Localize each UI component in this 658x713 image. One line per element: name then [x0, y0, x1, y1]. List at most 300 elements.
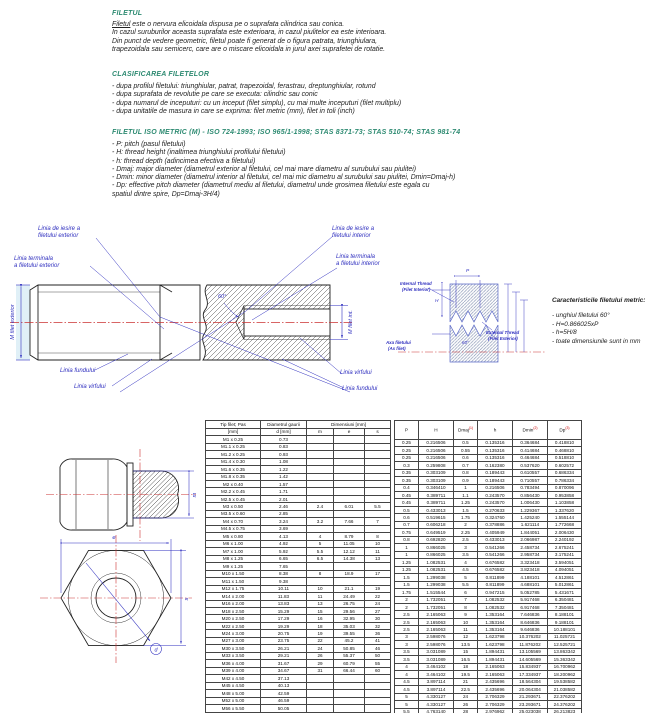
cell: 0.5: [454, 439, 478, 446]
cell: 60.79: [334, 660, 365, 667]
cell: [365, 481, 391, 488]
label-iesire-interior: Linia de iesire a filetului interior: [332, 226, 375, 239]
col-header-tip-unit: [mm]: [206, 428, 261, 436]
cell: 25.023038: [513, 708, 548, 713]
cell: 0.73: [261, 436, 307, 443]
cell: 0.364684: [513, 439, 548, 446]
col-header-d: Diametrul gaurii: [261, 421, 307, 429]
table-row: [206, 585, 391, 592]
cell: [307, 436, 334, 443]
cell: 7: [454, 596, 478, 603]
cell: 15: [454, 648, 478, 655]
cell: [365, 578, 391, 585]
cell: 9.646836: [513, 626, 548, 633]
cell: 0.710557: [513, 477, 548, 484]
table-row: [395, 469, 582, 476]
table-row: [206, 593, 391, 600]
cell: 0.243570: [478, 499, 513, 506]
cell: 24: [307, 645, 334, 652]
cell: 2.85: [261, 510, 307, 517]
cell: 11.83: [261, 593, 307, 600]
cell: 6: [454, 589, 478, 596]
cell: M6 x 1.00: [206, 540, 261, 547]
cell: 15: [307, 607, 334, 614]
table-row: [206, 697, 391, 704]
external-thread-label-1: External Thread: [486, 330, 520, 335]
cell: 1.5: [395, 581, 419, 588]
cell: 1.082531: [419, 566, 454, 573]
cell: 6.350481: [548, 596, 582, 603]
cell: 1.515544: [419, 589, 454, 596]
table-row: [395, 521, 582, 528]
cell: [334, 495, 365, 502]
cell: 3.594051: [548, 559, 582, 566]
section-title-iso-metric: FILETUL ISO METRIC (M) - ISO 724-1993; ISO 965/1-1998; STAS 8371-73; STAS 510-74; STAS 981-74: [112, 129, 461, 136]
cell: 16: [307, 615, 334, 622]
detail-angle-label: 60°: [462, 340, 469, 345]
cell: 11.025721: [548, 633, 582, 640]
cell: 13.5: [454, 641, 478, 648]
front-dim-label-s: s: [184, 597, 190, 601]
cell: 23.293671: [513, 701, 548, 708]
right-table-body: [395, 439, 582, 713]
cell: 9.38: [261, 578, 307, 585]
cell: 1.732051: [419, 596, 454, 603]
table-row: [395, 596, 582, 603]
cell: 0.75: [395, 529, 419, 536]
cell: 21.293671: [513, 693, 548, 700]
table-row: [395, 491, 582, 498]
cell: 45.2: [334, 637, 365, 644]
cell: 0.378886: [478, 521, 513, 528]
table-row: [206, 443, 391, 450]
cell: M45 x 4.50: [206, 682, 261, 689]
table-row: [206, 518, 391, 525]
table-row: [206, 645, 391, 652]
list-item: - h: thread depth (adincimea efectiva a filetului): [112, 157, 256, 165]
table-row: [395, 544, 582, 551]
cell: 29.56: [334, 607, 365, 614]
cell: 16.700962: [548, 663, 582, 670]
cell: M39 x 4.00: [206, 667, 261, 674]
cell: 2.066987: [513, 536, 548, 543]
cell: 1.621114: [513, 521, 548, 528]
cell: 0.389711: [419, 491, 454, 498]
cell: [365, 690, 391, 697]
cell: 13: [307, 600, 334, 607]
cell: 15.29: [261, 607, 307, 614]
cell: 0.162380: [478, 462, 513, 469]
cell: 0.866025: [419, 551, 454, 558]
cell: 0.83: [261, 443, 307, 450]
cell: 19.5: [454, 671, 478, 678]
cell: M18 x 2.50: [206, 607, 261, 614]
cell: 5.5: [454, 581, 478, 588]
cell: 10: [307, 585, 334, 592]
cell: 22: [307, 637, 334, 644]
cell: M56 x 5.50: [206, 705, 261, 712]
cell: 0.811899: [478, 581, 513, 588]
cell: 60: [365, 667, 391, 674]
cell: 9.188101: [548, 618, 582, 625]
cell: 2.165063: [419, 611, 454, 618]
table-row: [395, 454, 582, 461]
cell: 15.363342: [548, 656, 582, 663]
cell: M8 x 1.25: [206, 555, 261, 562]
table-row: [206, 607, 391, 614]
col-header-s: s: [365, 428, 391, 436]
cell: 1.75: [454, 514, 478, 521]
cell: 2.675241: [548, 544, 582, 551]
cell: 5.92: [261, 548, 307, 555]
cell: 0.953858: [548, 491, 582, 498]
cell: 5.052785: [513, 589, 548, 596]
cell: M2.5 x 0.45: [206, 495, 261, 502]
cell: [334, 525, 365, 532]
dim-label-m-filet-int: M filet int.: [348, 310, 354, 334]
iso-metric-list: [112, 141, 455, 199]
cell: M12 x 1.75: [206, 585, 261, 592]
table-row: [395, 536, 582, 543]
cell: [334, 488, 365, 495]
cell: M1 x 0.25: [206, 436, 261, 443]
cell: 0.947215: [478, 589, 513, 596]
cell: [334, 443, 365, 450]
cell: 0.433013: [419, 506, 454, 513]
table-row: [206, 436, 391, 443]
cell: [365, 443, 391, 450]
cell: 5: [395, 693, 419, 700]
table-row: [206, 525, 391, 532]
cell: 4.5: [395, 686, 419, 693]
table-row: [395, 708, 582, 713]
cell: 0.189443: [478, 477, 513, 484]
cell: 4: [395, 671, 419, 678]
cell: [365, 458, 391, 465]
cell: 14.605569: [513, 656, 548, 663]
cell: [365, 705, 391, 712]
cell: 0.5: [395, 506, 419, 513]
cell: 0.25: [395, 454, 419, 461]
list-item: - dupa unitatile de masura in care se exprima: filet metric (mm), filet in toli (inch): [112, 107, 355, 115]
cell: 2.458734: [513, 544, 548, 551]
cell: 3.5: [454, 551, 478, 558]
cell: 20.064304: [513, 686, 548, 693]
cell: 0.537620: [513, 462, 548, 469]
paragraph-line: trapezoidala sau semicerc, care are o miscare elicoidala in jurul axei suprafetei de rotatie.: [112, 45, 386, 53]
cell: [334, 690, 365, 697]
cell: 32: [365, 622, 391, 629]
table-row: [206, 533, 391, 540]
col-header-h-big: H: [419, 421, 454, 440]
table-row: [395, 559, 582, 566]
cell: M22 x 2.50: [206, 622, 261, 629]
cell: 3: [395, 641, 419, 648]
cell: 0.346410: [419, 484, 454, 491]
cell: [307, 458, 334, 465]
cell: 3.823418: [513, 566, 548, 573]
cell: 22.376202: [548, 693, 582, 700]
cell: 2.958734: [513, 551, 548, 558]
cell: 0.135316: [478, 439, 513, 446]
cell: M1.8 x 0.35: [206, 473, 261, 480]
cell: 1.353164: [478, 611, 513, 618]
cell: [307, 682, 334, 689]
table-row: [395, 506, 582, 513]
cell: 2.006430: [548, 529, 582, 536]
axis-label-1: Axa filetului: [386, 340, 411, 345]
cell: 5.012861: [548, 581, 582, 588]
cell: 2.165063: [478, 671, 513, 678]
cell: 2: [395, 596, 419, 603]
cell: 15.834937: [513, 663, 548, 670]
cell: 0.25: [395, 439, 419, 446]
cell: M1.2 x 0.25: [206, 451, 261, 458]
cell: 0.602572: [548, 462, 582, 469]
table-row: [206, 652, 391, 659]
cell: [365, 488, 391, 495]
cell: [334, 510, 365, 517]
cell: 46.59: [261, 697, 307, 704]
cell: 28: [454, 708, 478, 713]
cell: 18: [307, 622, 334, 629]
cell: [365, 436, 391, 443]
cell: [307, 473, 334, 480]
label-linia-fundului-int: Linia fundului: [342, 386, 378, 392]
table-row: [206, 705, 391, 712]
cell: 2.165063: [419, 626, 454, 633]
table-row: [395, 656, 582, 663]
cell: 37.13: [261, 675, 307, 682]
table-row: [395, 626, 582, 633]
table-row: [206, 615, 391, 622]
cell: 1.1: [454, 491, 478, 498]
cell: M9 x 1.25: [206, 563, 261, 570]
cell: 17.334937: [513, 671, 548, 678]
cell: M4.5 x 0.75: [206, 525, 261, 532]
cell: 0.866025: [419, 544, 454, 551]
cell: 0.649519: [419, 529, 454, 536]
cell: [334, 451, 365, 458]
cell: 0.418810: [548, 439, 582, 446]
cell: 2.435696: [478, 686, 513, 693]
cell: 0.7: [454, 462, 478, 469]
cell: M2.2 x 0.45: [206, 488, 261, 495]
cell: 0.35: [395, 469, 419, 476]
col-header-dmin: Dmin$^{(2)}$: [513, 421, 548, 440]
cell: 7.65: [261, 563, 307, 570]
cell: 1.555144: [548, 514, 582, 521]
front-dim-label-d: d: [154, 647, 158, 654]
cell: 24: [454, 693, 478, 700]
table-row: [206, 578, 391, 585]
cell: 0.9: [454, 477, 478, 484]
col-header-dmaj: Dmaj$^{(1)}$: [454, 421, 478, 440]
cell: 0.433013: [478, 536, 513, 543]
cell: 12: [454, 633, 478, 640]
cell: 1: [395, 544, 419, 551]
clasificarea-list: [112, 83, 401, 116]
cell: 2.46: [261, 503, 307, 510]
cell: 4.330127: [419, 693, 454, 700]
cell: 66.44: [334, 667, 365, 674]
angle-60-label: 60°: [218, 294, 227, 300]
cell: 5: [307, 540, 334, 547]
cell: 2.01: [261, 495, 307, 502]
list-item: - P: pitch (pasul filetului): [112, 141, 186, 148]
filetul-paragraph: [112, 21, 386, 54]
cell: 3.5: [395, 648, 419, 655]
cell: 20.75: [261, 630, 307, 637]
front-dims: [61, 539, 186, 655]
cell: 0.811899: [478, 574, 513, 581]
cell: [365, 675, 391, 682]
table-row: [206, 660, 391, 667]
cell: 42.59: [261, 690, 307, 697]
cell: 0.25: [395, 447, 419, 454]
paragraph-line: In cazul suruburilor aceasta suprafata este exterioara, in cazul piulitelor ea este interioara.: [112, 29, 387, 37]
cell: 2.5: [395, 618, 419, 625]
cell: 21.038582: [548, 686, 582, 693]
col-header-h-small: h: [478, 421, 513, 440]
cell: 0.783494: [513, 484, 548, 491]
cell: M20 x 2.50: [206, 615, 261, 622]
cell: 5: [395, 701, 419, 708]
cell: [307, 690, 334, 697]
cell: 55.37: [334, 652, 365, 659]
cell: 11: [454, 626, 478, 633]
cell: 10: [454, 618, 478, 625]
label-iesire-exterior: Linia de iesire a filetului exterior: [38, 226, 81, 239]
characteristics-title: Caracteristicile filetului metric:: [552, 297, 646, 304]
detail-p-label: P: [466, 269, 470, 274]
cell: 16.5: [454, 656, 478, 663]
cell: 21.1: [334, 585, 365, 592]
label-linia-fundului: Linia fundului: [60, 368, 96, 374]
cell: 39.55: [334, 630, 365, 637]
list-item: - Dmaj: major diameter (diametrul exterior al filetului, cel mai mare diametru al surubului sau piulitei): [112, 165, 417, 173]
cell: 0.676582: [478, 559, 513, 566]
cell: 1.5: [454, 506, 478, 513]
table-row: [395, 671, 582, 678]
cell: 19: [307, 630, 334, 637]
cell: 24.49: [334, 593, 365, 600]
cell: 6.65: [261, 555, 307, 562]
table-row: [206, 563, 391, 570]
cell: 0.870096: [548, 484, 582, 491]
cell: 40.13: [261, 682, 307, 689]
table-row: [206, 622, 391, 629]
cell: 2.976962: [478, 708, 513, 713]
table-row: [395, 551, 582, 558]
cell: [334, 473, 365, 480]
table-row: [395, 529, 582, 536]
cell: [307, 705, 334, 712]
section-title-filetul: FILETUL: [112, 10, 143, 17]
cell: M1.6 x 0.35: [206, 466, 261, 473]
cell: 18.200962: [548, 671, 582, 678]
list-item: - Dp: effective pitch diameter (diametrul mediu al filetului, diametrul unde grosimea filetului este egala cu: [112, 182, 430, 190]
cell: 2: [454, 521, 478, 528]
col-header-e: e: [334, 428, 365, 436]
cell: 1.732051: [419, 604, 454, 611]
side-dim-label-m: m: [192, 492, 198, 498]
cell: 2.5: [395, 626, 419, 633]
cell: 5.917468: [513, 596, 548, 603]
cell: [307, 525, 334, 532]
characteristics-block: [552, 297, 656, 347]
characteristic-item: - h=5H/8: [552, 329, 577, 337]
cell: 0.541266: [478, 544, 513, 551]
detail-h-label: H: [435, 299, 439, 304]
cell: 5.5: [395, 708, 419, 713]
cell: 0.8: [395, 536, 419, 543]
cell: [365, 495, 391, 502]
cell: 1.894431: [478, 656, 513, 663]
cell: 1.71: [261, 488, 307, 495]
cell: 3.2: [307, 518, 334, 525]
table-row: [395, 462, 582, 469]
cell: 1.22: [261, 466, 307, 473]
cell: 1: [454, 484, 478, 491]
cell: 3.897114: [419, 678, 454, 685]
cell: 19.538582: [548, 678, 582, 685]
cell: 8: [454, 604, 478, 611]
cell: 21: [454, 678, 478, 685]
cell: [307, 697, 334, 704]
cell: 2.4: [307, 503, 334, 510]
table-row: [395, 678, 582, 685]
characteristic-item: - unghiul filetului 60°: [552, 311, 610, 319]
cell: 3.24: [261, 518, 307, 525]
cell: 4.188101: [513, 574, 548, 581]
cell: 13.863342: [548, 648, 582, 655]
cell: 18: [454, 663, 478, 670]
cell: 0.93: [261, 451, 307, 458]
list-item: - H: thread height (inaltimea triunghiului profilului filetului): [112, 149, 286, 157]
cell: 4.330127: [419, 701, 454, 708]
thread-profile-detail: [385, 268, 545, 362]
cell: 2: [395, 604, 419, 611]
list-item: - dupa profilul filetului: triunghiular, patrat, trapezoidal, ferastrau, dreptunghiular, rotund: [112, 83, 376, 90]
cell: 0.216506: [478, 484, 513, 491]
cell: 14.38: [334, 555, 365, 562]
cell: M42 x 4.50: [206, 675, 261, 682]
cell: [307, 495, 334, 502]
cell: 30: [365, 615, 391, 622]
cell: [334, 675, 365, 682]
cell: 4.5: [395, 678, 419, 685]
cell: 4.512861: [548, 574, 582, 581]
cell: 1.006430: [513, 499, 548, 506]
cell: 0.468810: [548, 447, 582, 454]
cell: 0.606218: [419, 521, 454, 528]
cell: 11: [307, 593, 334, 600]
cell: 0.856430: [513, 491, 548, 498]
cell: 4: [307, 533, 334, 540]
cell: 4: [395, 663, 419, 670]
cell: 50.85: [334, 645, 365, 652]
cell: 24: [365, 600, 391, 607]
cell: 10.188101: [548, 626, 582, 633]
cell: 22: [365, 593, 391, 600]
cell: 0.786334: [548, 477, 582, 484]
cell: 32.95: [334, 615, 365, 622]
cell: 1.299038: [419, 574, 454, 581]
cell: 2.165063: [419, 618, 454, 625]
cell: 9: [454, 611, 478, 618]
col-header-dimensiuni: Dimensiuni [mm]: [307, 421, 391, 429]
